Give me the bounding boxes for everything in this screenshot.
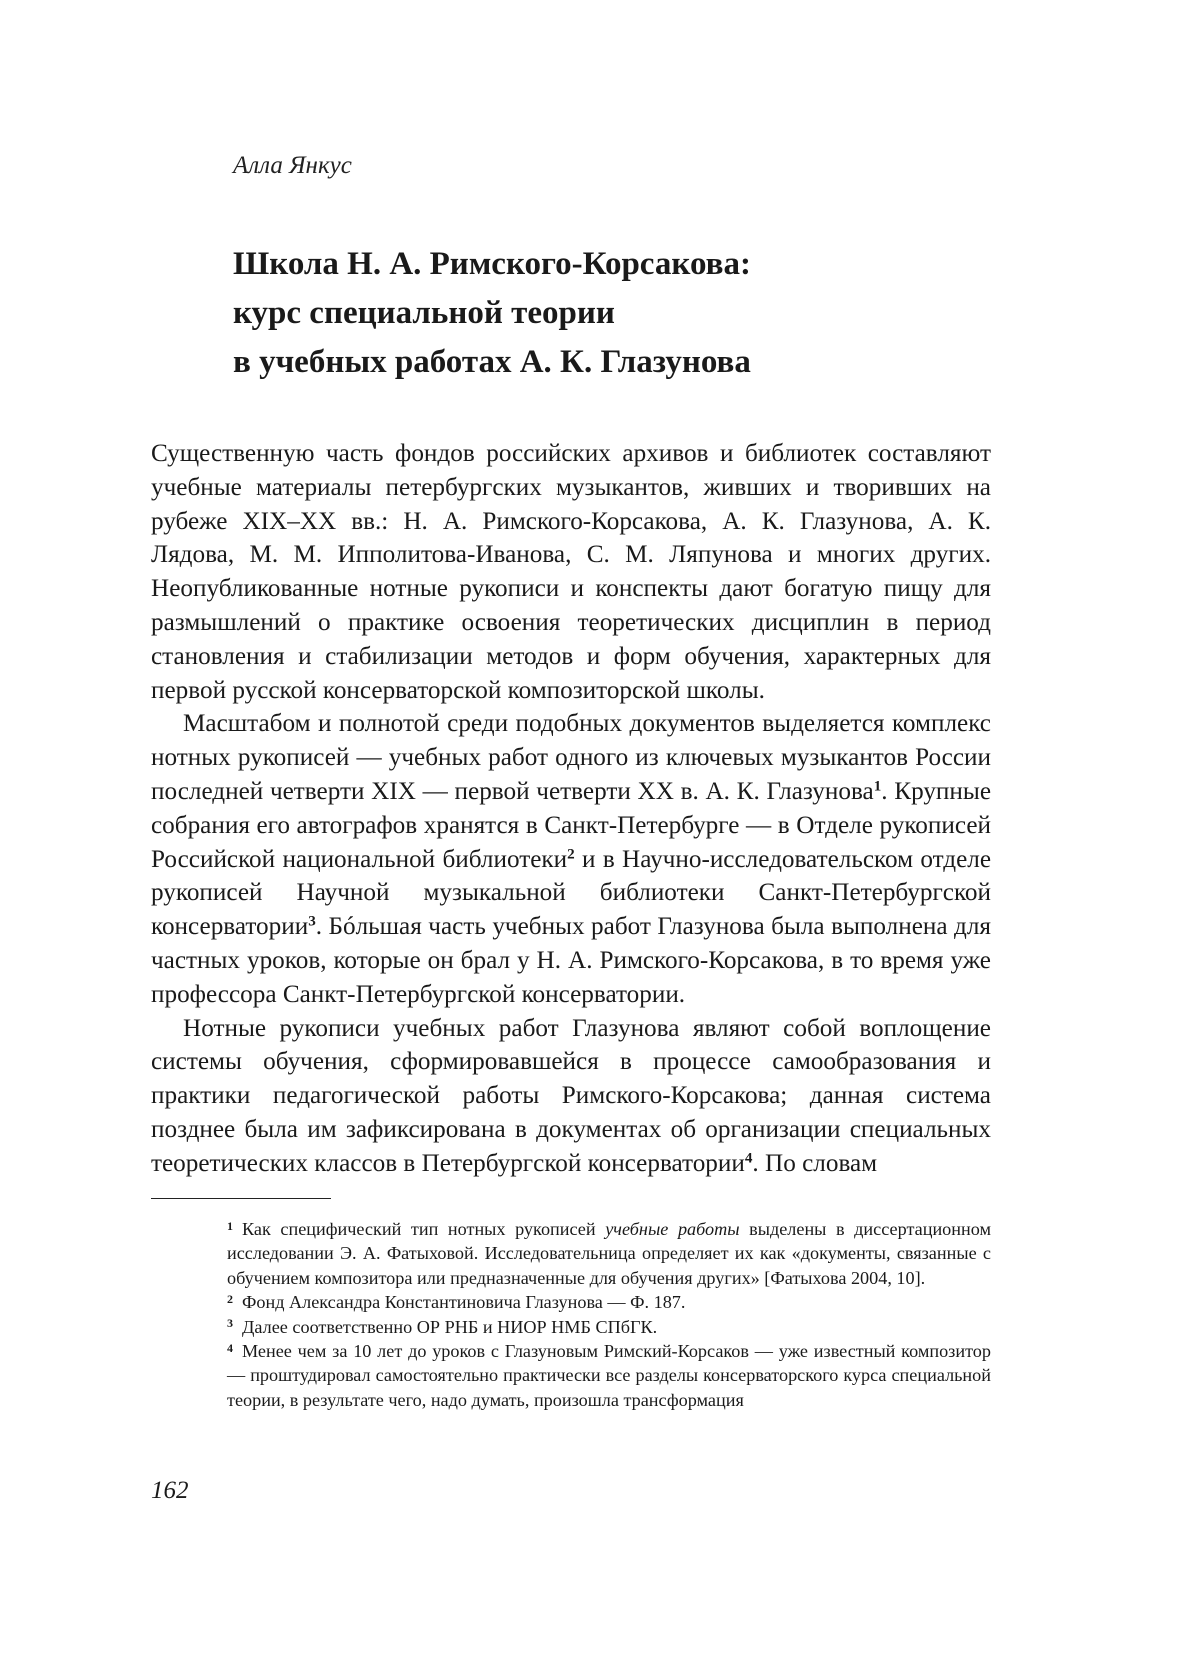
footnote-2 [227, 1290, 991, 1314]
footnote-1-text-a: Как специфический тип нотных рукописей [242, 1219, 605, 1239]
paragraph-3-text-a: Нотные рукописи учебных работ Глазунова являют собой воплощение системы обучения, сформировавшейся в процессе самообразования и практики педагогической работы Римского-Корсакова; данная система позднее была им зафиксирована в документах об организации специальных теоретических классов в Петербургской консерватории [151, 1015, 991, 1177]
footnote-divider [151, 1198, 331, 1199]
paragraph-3 [151, 1012, 991, 1181]
footnote-4 [227, 1339, 991, 1412]
paragraph-3-text-b: . По словам [752, 1150, 877, 1177]
article-body [151, 437, 991, 1181]
footnote-3-text: Далее соответственно ОР РНБ и НИОР НМБ СПбГК. [242, 1317, 657, 1337]
footnote-number: 2 [227, 1292, 233, 1306]
footnote-ref-3[interactable]: 3 [308, 914, 316, 930]
paragraph-2 [151, 707, 991, 1011]
footnote-number: 3 [227, 1316, 233, 1330]
author-name: Алла Янкус [233, 152, 352, 180]
title-line-2: курс специальной теории [233, 289, 1033, 338]
footnote-1-emphasis: учебные работы [605, 1219, 739, 1239]
footnote-number: 1 [227, 1219, 233, 1233]
footnote-1 [227, 1217, 991, 1290]
footnote-ref-2[interactable]: 2 [567, 846, 575, 862]
footnotes [227, 1217, 991, 1412]
footnote-2-text: Фонд Александра Константиновича Глазунова — Ф. 187. [242, 1292, 685, 1312]
footnote-ref-1[interactable]: 1 [874, 779, 882, 795]
article-title [233, 240, 1033, 387]
footnote-4-text: Менее чем за 10 лет до уроков с Глазуновым Римский-Корсаков — уже известный композитор — проштудировал самостоятельно практически все разделы консерваторского курса специальной теории, в результате чего, надо думать, произошла трансформация [227, 1341, 991, 1410]
page-number: 162 [151, 1477, 189, 1505]
paragraph-2-text-c: и в Научно-исследовательском отделе рукописей Научной музыкальной библиотеки Санкт-Петербургской консерватории [151, 846, 991, 941]
paragraph-1: Существенную часть фондов российских архивов и библиотек составляют учебные материалы петербургских музыкантов, живших и творивших на рубеже XIX–XX вв.: Н. А. Римского-Корсакова, А. К. Глазунова, А. К. Лядова, М. М. Ипполитова-Иванова, С. М. Ляпунова и многих других. Неопубликованные нотные рукописи и конспекты дают богатую пищу для размышлений о практике освоения теоретических дисциплин в период становления и стабилизации методов и форм обучения, характерных для первой русской консерваторской композиторской школы. [151, 437, 991, 707]
paragraph-2-text-a: Масштабом и полнотой среди подобных документов выделяется комплекс нотных рукописей — учебных работ одного из ключевых музыкантов России последней четверти XIX — первой четверти XX в. А. К. Глазунова [151, 710, 991, 805]
footnote-ref-4[interactable]: 4 [745, 1150, 753, 1166]
footnote-3 [227, 1315, 991, 1339]
paragraph-2-text-b: . Крупные собрания его автографов хранятся в Санкт-Петербурге — в Отделе рукописей Российской национальной библиотеки [151, 778, 991, 873]
paragraph-2-text-d: . Бóльшая часть учебных работ Глазунова была выполнена для частных уроков, которые он брал у Н. А. Римского-Корсакова, в то время уже профессора Санкт-Петербургской консерватории. [151, 913, 991, 1008]
footnote-1-text-b: выделены в диссертационном исследовании Э. А. Фатыховой. Исследовательница определяет их как «документы, связанные с обучением композитора или предназначенные для обучения других» [Фатыхова 2004, 10]. [227, 1219, 991, 1288]
title-line-3: в учебных работах А. К. Глазунова [233, 338, 1033, 387]
title-line-1: Школа Н. А. Римского-Корсакова: [233, 240, 1033, 289]
footnote-number: 4 [227, 1341, 233, 1355]
